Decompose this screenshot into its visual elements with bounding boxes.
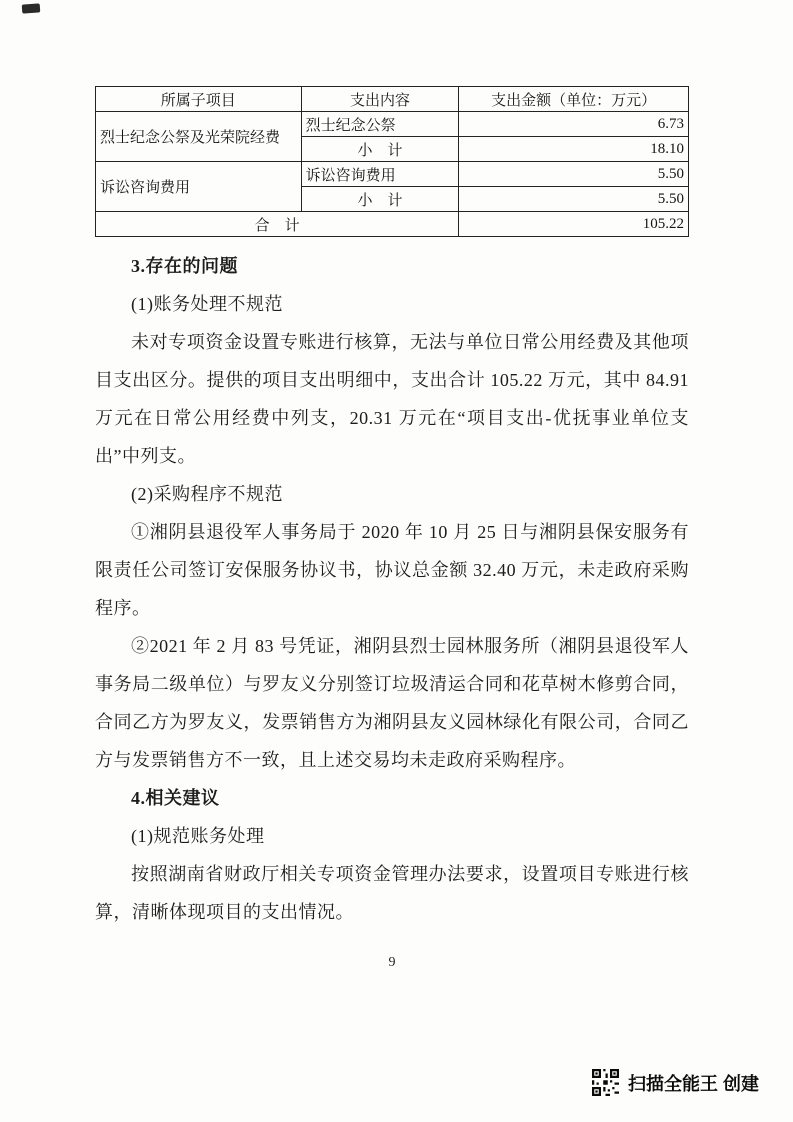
table-header-row	[96, 87, 689, 112]
suggestion-1-title: (1)规范账务处理	[131, 826, 265, 846]
cell-item: 小 计	[301, 137, 459, 162]
section-4-heading: 4.相关建议	[131, 788, 220, 808]
cell-amount: 6.73	[459, 112, 689, 137]
cell-amount: 5.50	[459, 162, 689, 187]
scan-artifact	[22, 3, 41, 13]
body-text	[95, 247, 689, 931]
table-row	[96, 162, 689, 187]
problem-1-body: 未对专项资金设置专账进行核算，无法与单位日常公用经费及其他项目支出区分。提供的项目支出明细中，支出合计 105.22 万元，其中 84.91 万元在日常公用经费中列支，20.31 万元在“项目支出-优抚事业单位支出”中列支。	[95, 332, 689, 466]
section-3-heading: 3.存在的问题	[131, 256, 238, 276]
header-sub-project: 所属子项目	[96, 87, 302, 112]
page-number: 9	[388, 955, 396, 970]
problem-2-item-1: ①湘阴县退役军人事务局于 2020 年 10 月 25 日与湘阴县保安服务有限责任公司签订安保服务协议书，协议总金额 32.40 万元，未走政府采购程序。	[95, 522, 689, 618]
cell-total-amount: 105.22	[459, 212, 689, 237]
problem-1-title: (1)账务处理不规范	[131, 294, 283, 314]
header-item: 支出内容	[301, 87, 459, 112]
scanner-credit-text: 扫描全能王 创建	[627, 1073, 759, 1094]
cell-amount: 5.50	[459, 187, 689, 212]
table-total-row	[96, 212, 689, 237]
problem-2-item-2: ②2021 年 2 月 83 号凭证，湘阴县烈士园林服务所（湘阴县退役军人事务局二级单位）与罗友义分别签订垃圾清运合同和花草树木修剪合同，合同乙方为罗友义，发票销售方为湘阴县友义园林绿化有限公司，合同乙方与发票销售方不一致，且上述交易均未走政府采购程序。	[95, 636, 689, 770]
cell-item: 小 计	[301, 187, 459, 212]
suggestion-1-body: 按照湖南省财政厅相关专项资金管理办法要求，设置项目专账进行核算，清晰体现项目的支出情况。	[95, 864, 689, 922]
cell-item: 诉讼咨询费用	[301, 162, 459, 187]
header-amount: 支出金额（单位：万元）	[459, 87, 689, 112]
expense-table	[95, 86, 689, 237]
qr-code-icon	[592, 1069, 619, 1096]
cell-item: 烈士纪念公祭	[301, 112, 459, 137]
problem-2-title: (2)采购程序不规范	[131, 484, 283, 504]
cell-sub-project: 烈士纪念公祭及光荣院经费	[96, 112, 302, 162]
scanner-credit	[592, 1069, 759, 1096]
table-row	[96, 112, 689, 137]
cell-sub-project: 诉讼咨询费用	[96, 162, 302, 212]
cell-amount: 18.10	[459, 137, 689, 162]
cell-total-label: 合 计	[96, 212, 459, 237]
page-content	[95, 86, 689, 971]
